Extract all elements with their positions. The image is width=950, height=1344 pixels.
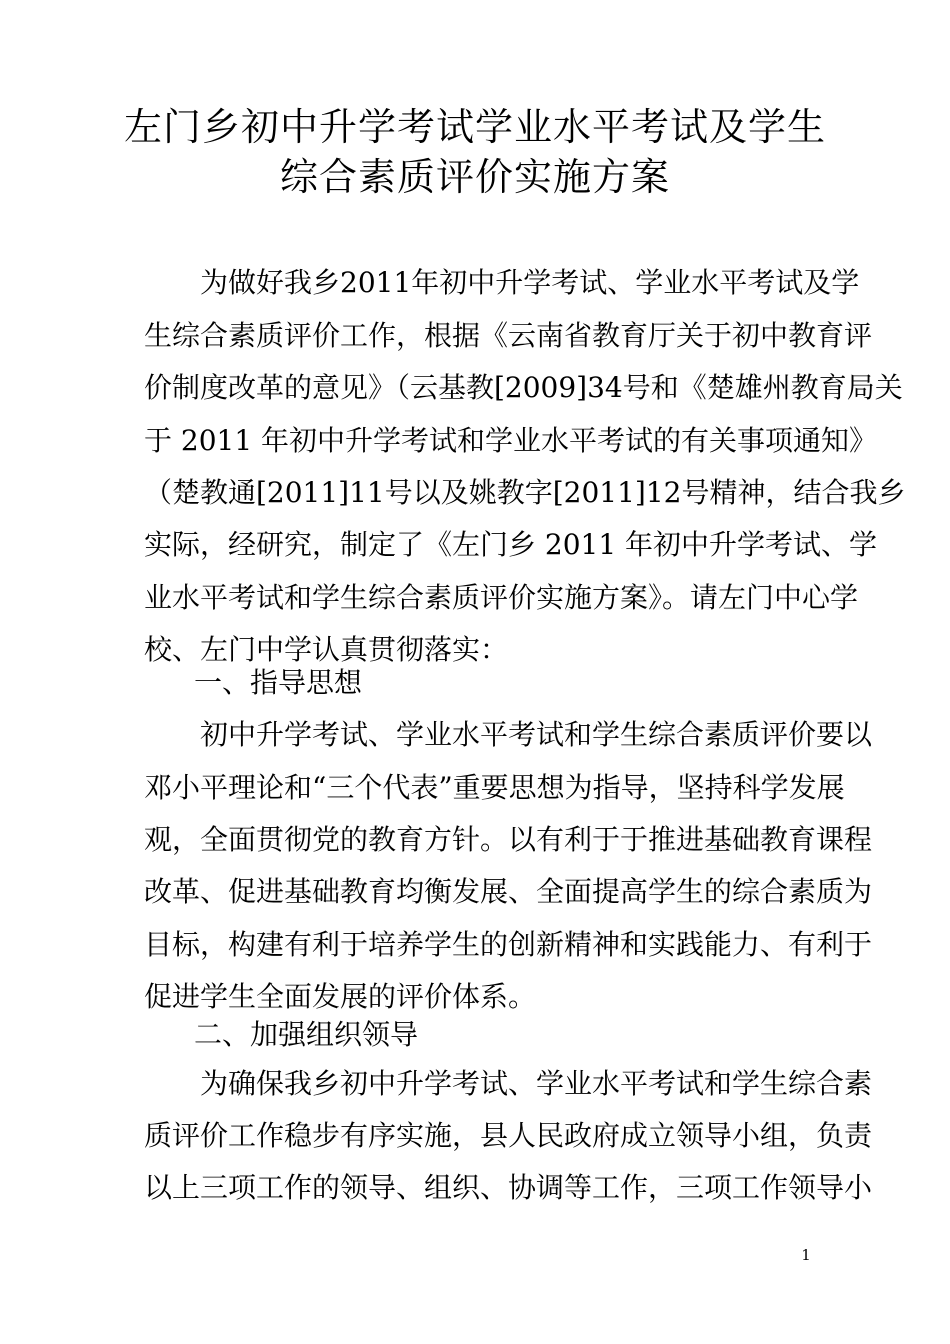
document-title-line-2: 综合素质评价实施方案	[279, 155, 670, 199]
paragraph-intro-line-8: 校、左门中学认真贯彻落实：	[144, 633, 509, 666]
page-number: 1	[801, 1246, 811, 1264]
paragraph-intro-line-6: 实际，经研究，制定了《左门乡 2011 年初中升学考试、学	[144, 528, 878, 561]
paragraph-ideology-line-5: 目标，构建有利于培养学生的创新精神和实践能力、有利于	[144, 928, 873, 961]
paragraph-ideology-line-4: 改革、促进基础教育均衡发展、全面提高学生的综合素质为	[144, 875, 873, 908]
paragraph-organization-line-1: 为确保我乡初中升学考试、学业水平考试和学生综合素	[200, 1067, 873, 1100]
paragraph-organization-line-2: 质评价工作稳步有序实施，县人民政府成立领导小组，负责	[144, 1119, 873, 1152]
paragraph-ideology-line-3: 观，全面贯彻党的教育方针。以有利于于推进基础教育课程	[144, 823, 873, 856]
section-heading-guiding-ideology: 一、指导思想	[194, 666, 363, 699]
section-heading-organization: 二、加强组织领导	[194, 1018, 419, 1051]
paragraph-organization-line-3: 以上三项工作的领导、组织、协调等工作，三项工作领导小	[144, 1171, 873, 1204]
paragraph-ideology-line-2: 邓小平理论和“三个代表”重要思想为指导，坚持科学发展	[144, 771, 845, 804]
document-title-line-1: 左门乡初中升学考试学业水平考试及学生	[123, 105, 826, 149]
paragraph-intro-line-2: 生综合素质评价工作，根据《云南省教育厅关于初中教育评	[144, 319, 873, 352]
paragraph-intro-line-7: 业水平考试和学生综合素质评价实施方案》。请左门中心学	[144, 581, 859, 614]
paragraph-intro-line-3: 价制度改革的意见》（云基教[2009]34号和《楚雄州教育局关	[144, 371, 903, 404]
paragraph-ideology-line-1: 初中升学考试、学业水平考试和学生综合素质评价要以	[200, 718, 873, 751]
paragraph-intro-line-1: 为做好我乡2011年初中升学考试、学业水平考试及学	[200, 266, 860, 299]
paragraph-ideology-line-6: 促进学生全面发展的评价体系。	[144, 980, 537, 1013]
paragraph-intro-line-4: 于 2011 年初中升学考试和学业水平考试的有关事项通知》	[144, 424, 878, 457]
paragraph-intro-line-5: （楚教通[2011]11号以及姚教字[2011]12号精神，结合我乡	[144, 476, 906, 509]
